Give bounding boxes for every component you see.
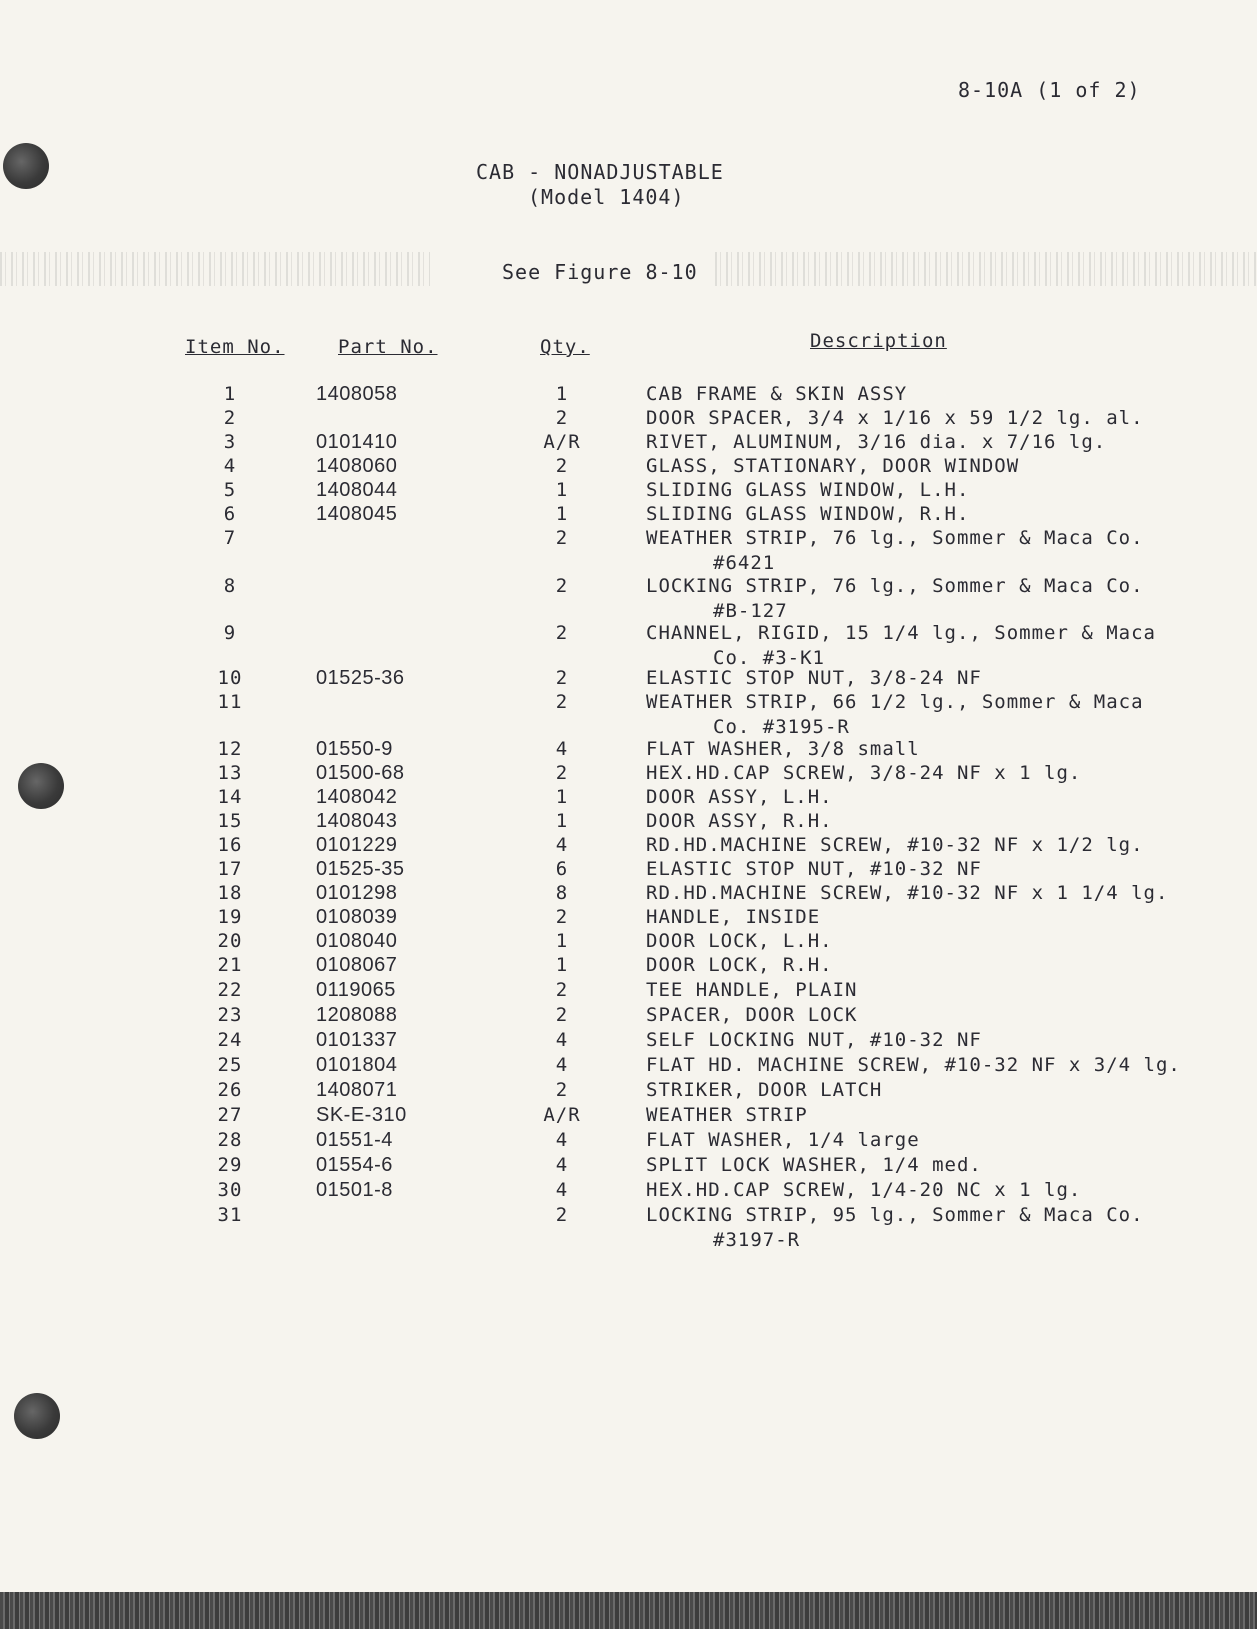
scan-artifact <box>715 252 1257 286</box>
part-number: 1408071 <box>316 1079 398 1101</box>
description: RIVET, ALUMINUM, 3/16 dia. x 7/16 lg. <box>646 431 1107 453</box>
part-number: 01554-6 <box>316 1154 393 1176</box>
item-number: 6 <box>223 503 237 525</box>
description: DOOR LOCK, R.H. <box>646 954 833 976</box>
description: SLIDING GLASS WINDOW, R.H. <box>646 503 970 525</box>
quantity: 4 <box>555 738 569 760</box>
quantity: 4 <box>555 834 569 856</box>
binder-hole <box>14 1393 60 1439</box>
part-number: 01501-8 <box>316 1179 393 1201</box>
quantity: 4 <box>555 1054 569 1076</box>
description: CAB FRAME & SKIN ASSY <box>646 383 908 405</box>
quantity: 2 <box>555 1004 569 1026</box>
description-continuation: Co. #3-K1 <box>713 647 825 669</box>
part-number: 0101229 <box>316 834 398 856</box>
description: SPLIT LOCK WASHER, 1/4 med. <box>646 1154 982 1176</box>
item-number: 12 <box>217 738 243 760</box>
part-number: 01500-68 <box>316 762 405 784</box>
description: DOOR ASSY, R.H. <box>646 810 833 832</box>
quantity: 1 <box>555 383 569 405</box>
part-number: 1408058 <box>316 383 398 405</box>
item-number: 7 <box>223 527 237 549</box>
item-number: 26 <box>217 1079 243 1101</box>
item-number: 1 <box>223 383 237 405</box>
description: WEATHER STRIP <box>646 1104 808 1126</box>
item-number: 16 <box>217 834 243 856</box>
quantity: 2 <box>555 667 569 689</box>
item-number: 24 <box>217 1029 243 1051</box>
item-number: 15 <box>217 810 243 832</box>
quantity: A/R <box>543 431 581 453</box>
column-header-qty: Qty. <box>540 336 590 358</box>
item-number: 18 <box>217 882 243 904</box>
item-number: 8 <box>223 575 237 597</box>
part-number: 1408060 <box>316 455 398 477</box>
part-number: 0101298 <box>316 882 398 904</box>
description: RD.HD.MACHINE SCREW, #10-32 NF x 1 1/4 lg. <box>646 882 1169 904</box>
item-number: 22 <box>217 979 243 1001</box>
part-number: 0119065 <box>316 979 396 1001</box>
item-number: 10 <box>217 667 243 689</box>
description: GLASS, STATIONARY, DOOR WINDOW <box>646 455 1020 477</box>
quantity: 2 <box>555 575 569 597</box>
description: RD.HD.MACHINE SCREW, #10-32 NF x 1/2 lg. <box>646 834 1144 856</box>
description: ELASTIC STOP NUT, #10-32 NF <box>646 858 982 880</box>
description: SLIDING GLASS WINDOW, L.H. <box>646 479 970 501</box>
item-number: 29 <box>217 1154 243 1176</box>
description: HANDLE, INSIDE <box>646 906 821 928</box>
column-header-part: Part No. <box>338 336 438 358</box>
description: FLAT WASHER, 3/8 small <box>646 738 920 760</box>
part-number: 0108067 <box>316 954 398 976</box>
quantity: 2 <box>555 527 569 549</box>
part-number: 0101337 <box>316 1029 398 1051</box>
part-number: 01550-9 <box>316 738 393 760</box>
part-number: 01525-36 <box>316 667 405 689</box>
description: DOOR LOCK, L.H. <box>646 930 833 952</box>
quantity: 1 <box>555 810 569 832</box>
page-number: 8-10A (1 of 2) <box>958 78 1141 102</box>
description-continuation: Co. #3195-R <box>713 716 850 738</box>
part-number: 0108039 <box>316 906 398 928</box>
part-number: 0101410 <box>316 431 398 453</box>
quantity: 2 <box>555 691 569 713</box>
item-number: 3 <box>223 431 237 453</box>
part-number: 1408044 <box>316 479 398 501</box>
column-header-description: Description <box>810 330 947 352</box>
item-number: 31 <box>217 1204 243 1226</box>
quantity: 4 <box>555 1129 569 1151</box>
description: SPACER, DOOR LOCK <box>646 1004 858 1026</box>
part-number: 1408043 <box>316 810 398 832</box>
quantity: 2 <box>555 979 569 1001</box>
part-number: 0108040 <box>316 930 398 952</box>
scan-artifact <box>0 252 430 286</box>
part-number: 1408042 <box>316 786 398 808</box>
part-number: 1208088 <box>316 1004 398 1026</box>
description: HEX.HD.CAP SCREW, 1/4-20 NC x 1 lg. <box>646 1179 1082 1201</box>
description: WEATHER STRIP, 76 lg., Sommer & Maca Co. <box>646 527 1144 549</box>
binder-hole <box>18 763 64 809</box>
description: DOOR SPACER, 3/4 x 1/16 x 59 1/2 lg. al. <box>646 407 1144 429</box>
description: HEX.HD.CAP SCREW, 3/8-24 NF x 1 lg. <box>646 762 1082 784</box>
part-number: 01525-35 <box>316 858 405 880</box>
part-number: SK-E-310 <box>316 1104 407 1126</box>
description: TEE HANDLE, PLAIN <box>646 979 858 1001</box>
quantity: 1 <box>555 786 569 808</box>
description: CHANNEL, RIGID, 15 1/4 lg., Sommer & Maca <box>646 622 1156 644</box>
description: FLAT WASHER, 1/4 large <box>646 1129 920 1151</box>
quantity: 1 <box>555 503 569 525</box>
item-number: 25 <box>217 1054 243 1076</box>
description-continuation: #B-127 <box>713 600 788 622</box>
quantity: 1 <box>555 479 569 501</box>
item-number: 14 <box>217 786 243 808</box>
quantity: 1 <box>555 954 569 976</box>
description: LOCKING STRIP, 95 lg., Sommer & Maca Co. <box>646 1204 1144 1226</box>
quantity: 8 <box>555 882 569 904</box>
description: SELF LOCKING NUT, #10-32 NF <box>646 1029 982 1051</box>
quantity: 2 <box>555 762 569 784</box>
item-number: 13 <box>217 762 243 784</box>
quantity: 4 <box>555 1154 569 1176</box>
item-number: 20 <box>217 930 243 952</box>
item-number: 21 <box>217 954 243 976</box>
quantity: 2 <box>555 407 569 429</box>
quantity: 2 <box>555 455 569 477</box>
item-number: 27 <box>217 1104 243 1126</box>
item-number: 9 <box>223 622 237 644</box>
description-continuation: #6421 <box>713 552 776 574</box>
description: DOOR ASSY, L.H. <box>646 786 833 808</box>
description: FLAT HD. MACHINE SCREW, #10-32 NF x 3/4 lg. <box>646 1054 1181 1076</box>
item-number: 30 <box>217 1179 243 1201</box>
item-number: 4 <box>223 455 237 477</box>
item-number: 2 <box>223 407 237 429</box>
quantity: 2 <box>555 1204 569 1226</box>
page-subtitle: (Model 1404) <box>528 185 685 209</box>
scan-edge <box>0 1592 1257 1629</box>
quantity: 1 <box>555 930 569 952</box>
quantity: 6 <box>555 858 569 880</box>
description: STRIKER, DOOR LATCH <box>646 1079 883 1101</box>
item-number: 28 <box>217 1129 243 1151</box>
page-title: CAB - NONADJUSTABLE <box>476 160 724 184</box>
item-number: 11 <box>217 691 243 713</box>
quantity: A/R <box>543 1104 581 1126</box>
quantity: 4 <box>555 1179 569 1201</box>
quantity: 2 <box>555 622 569 644</box>
description: WEATHER STRIP, 66 1/2 lg., Sommer & Maca <box>646 691 1144 713</box>
figure-reference: See Figure 8-10 <box>502 260 698 284</box>
quantity: 4 <box>555 1029 569 1051</box>
description-continuation: #3197-R <box>713 1229 801 1251</box>
description: LOCKING STRIP, 76 lg., Sommer & Maca Co. <box>646 575 1144 597</box>
part-number: 01551-4 <box>316 1129 393 1151</box>
quantity: 2 <box>555 906 569 928</box>
item-number: 23 <box>217 1004 243 1026</box>
item-number: 19 <box>217 906 243 928</box>
quantity: 2 <box>555 1079 569 1101</box>
binder-hole <box>3 143 49 189</box>
part-number: 1408045 <box>316 503 398 525</box>
column-header-item: Item No. <box>185 336 285 358</box>
description: ELASTIC STOP NUT, 3/8-24 NF <box>646 667 982 689</box>
part-number: 0101804 <box>316 1054 398 1076</box>
item-number: 17 <box>217 858 243 880</box>
item-number: 5 <box>223 479 237 501</box>
